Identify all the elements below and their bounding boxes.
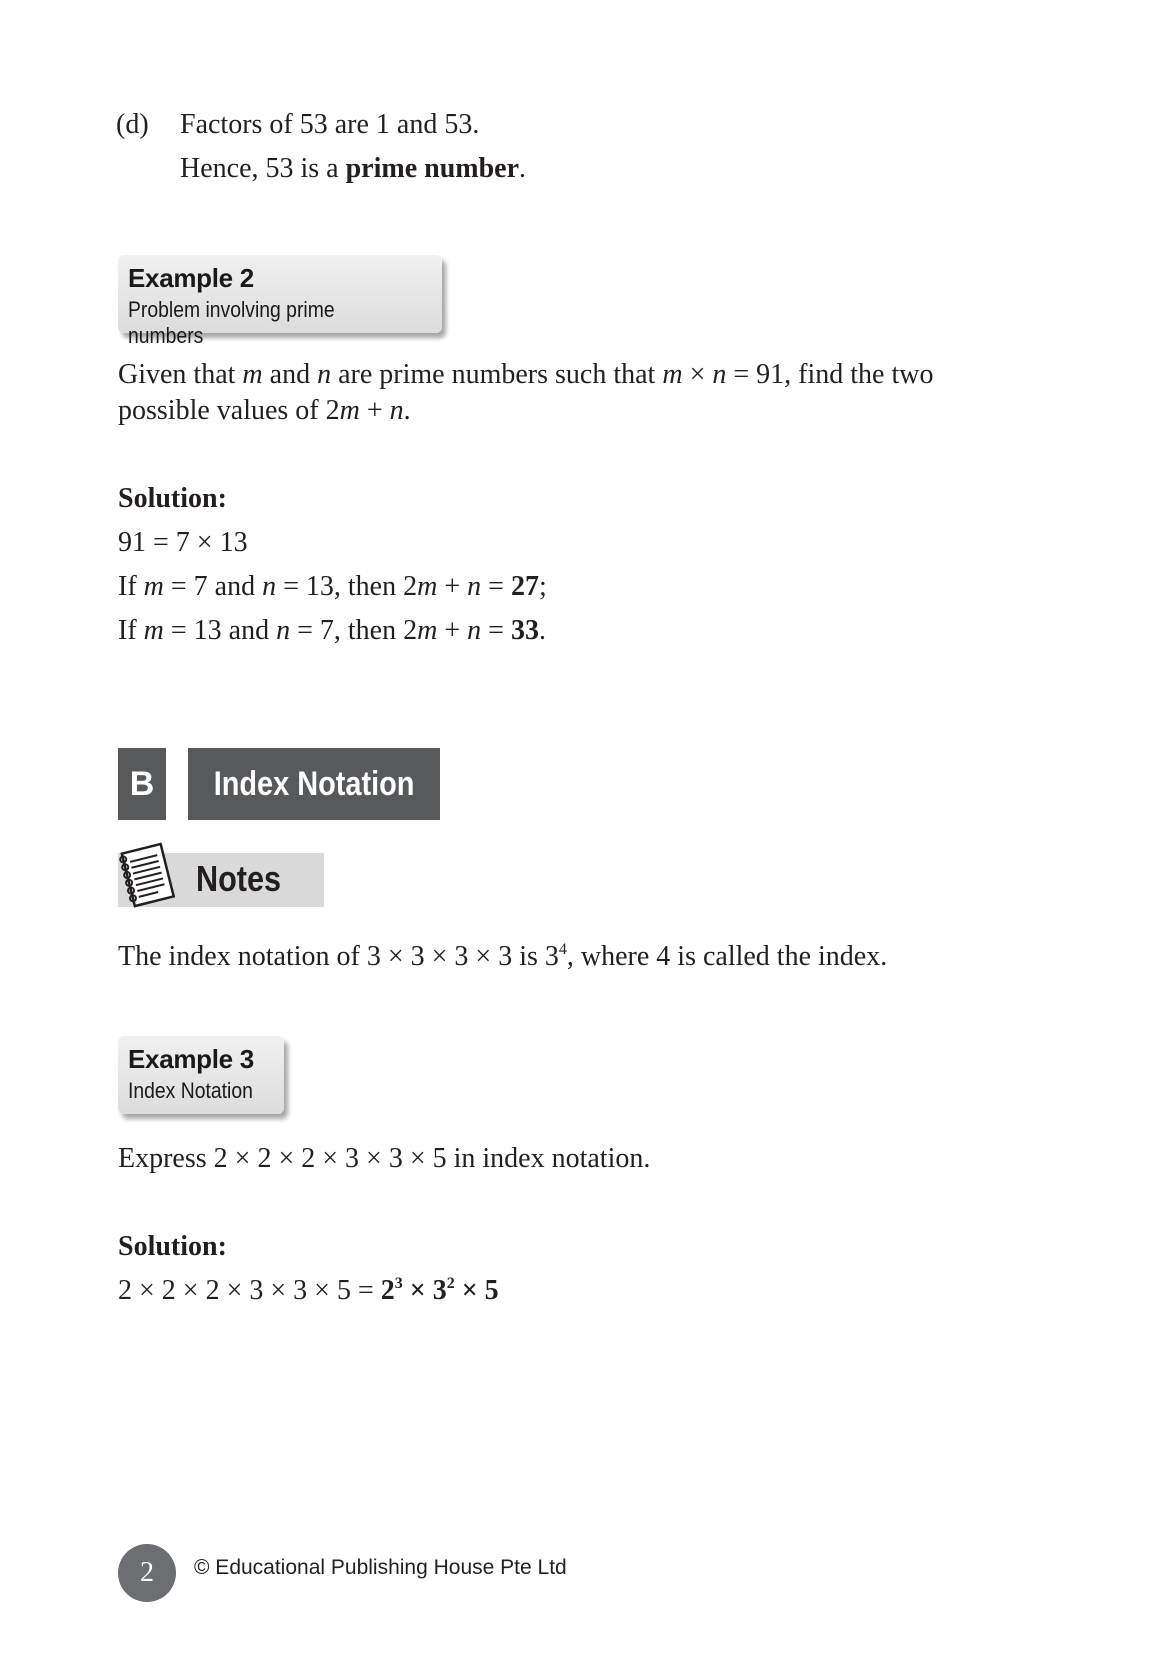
example-3-box — [118, 1036, 284, 1114]
notes-label — [196, 858, 296, 900]
example-2-box — [118, 255, 442, 348]
page-number-text: 2 — [140, 1557, 154, 1588]
notes-text-suffix: , where 4 is called the index. — [566, 941, 888, 972]
notes-label-text: Notes — [196, 858, 282, 899]
times: × — [402, 1275, 433, 1306]
section-title — [188, 748, 440, 820]
example-2-solution-line1: 91 = 7 × 13 — [118, 527, 248, 558]
exponent-3: 3 — [394, 1275, 403, 1292]
example-3-subtitle: Index Notation — [128, 1078, 253, 1103]
notes-text — [118, 940, 887, 974]
var-m: m — [417, 615, 438, 646]
s-text: = 7 and — [163, 571, 263, 602]
var-m: m — [339, 395, 360, 426]
s-text: If — [118, 571, 144, 602]
section-title-text: Index Notation — [213, 764, 415, 803]
example-3-question: Express 2 × 2 × 2 × 3 × 3 × 5 in index notation. — [118, 1143, 651, 1174]
section-letter — [118, 748, 166, 820]
notes-exponent: 4 — [558, 941, 567, 958]
part-d-line2-suffix: . — [519, 153, 527, 184]
base-3: 3 — [432, 1275, 447, 1306]
s-text: = 13, then 2 — [276, 571, 418, 602]
part-d-line1: Factors of 53 are 1 and 53. — [180, 109, 480, 140]
var-m: m — [143, 615, 164, 646]
base-2: 2 — [380, 1275, 395, 1306]
example-2-subtitle: Problem involving prime numbers — [128, 297, 335, 348]
var-m: m — [417, 571, 438, 602]
s-text: = 13 and — [163, 615, 277, 646]
var-n: n — [467, 615, 482, 646]
var-n: n — [389, 395, 404, 426]
q-text: possible values of 2 — [118, 395, 340, 426]
notepad-icon — [114, 838, 182, 914]
var-m: m — [662, 359, 683, 390]
s-text: . — [538, 615, 546, 646]
s-text: ; — [538, 571, 547, 602]
s-text: = — [481, 615, 511, 646]
example-3-title: Example 3 — [128, 1044, 254, 1074]
q-text: × — [682, 359, 713, 390]
q-text: are prime numbers such that — [331, 359, 663, 390]
answer-rhs — [381, 1275, 499, 1306]
q-text: + — [359, 395, 390, 426]
var-n: n — [712, 359, 727, 390]
answer-lhs: 2 × 2 × 2 × 3 × 3 × 5 = — [118, 1275, 381, 1306]
times-five: × 5 — [454, 1275, 499, 1306]
page-number — [118, 1544, 176, 1602]
example-2-solution-label: Solution: — [118, 483, 227, 514]
example-2-title: Example 2 — [128, 263, 254, 293]
var-n: n — [317, 359, 332, 390]
s-text: + — [437, 615, 468, 646]
var-m: m — [242, 359, 263, 390]
exponent-2: 2 — [446, 1275, 455, 1292]
notes-text-prefix: The index notation of 3 × 3 × 3 × 3 is 3 — [118, 941, 559, 972]
answer-27: 27 — [510, 571, 539, 602]
example-2-solution-line2 — [118, 570, 547, 604]
answer-33: 33 — [510, 615, 539, 646]
var-n: n — [262, 571, 277, 602]
prime-number-term: prime number — [345, 153, 520, 184]
section-letter-text: B — [129, 764, 155, 803]
s-text: = — [481, 571, 511, 602]
example-3-answer — [118, 1274, 499, 1308]
s-text: + — [437, 571, 468, 602]
q-text: Given that — [118, 359, 243, 390]
example-3-solution-label: Solution: — [118, 1231, 227, 1262]
q-text: . — [403, 395, 411, 426]
example-2-question-line1 — [118, 358, 933, 392]
part-d-line2 — [180, 152, 526, 186]
example-2-question-line2 — [118, 394, 411, 428]
q-text: = 91, find the two — [726, 359, 934, 390]
var-n: n — [467, 571, 482, 602]
var-n: n — [276, 615, 291, 646]
part-d-line2-prefix: Hence, 53 is a — [180, 153, 346, 184]
s-text: = 7, then 2 — [290, 615, 418, 646]
example-2-solution-line3 — [118, 614, 546, 648]
var-m: m — [143, 571, 164, 602]
s-text: If — [118, 615, 144, 646]
q-text: and — [262, 359, 318, 390]
part-d-label: (d) — [116, 109, 149, 140]
copyright-footer: © Educational Publishing House Pte Ltd — [194, 1556, 567, 1579]
